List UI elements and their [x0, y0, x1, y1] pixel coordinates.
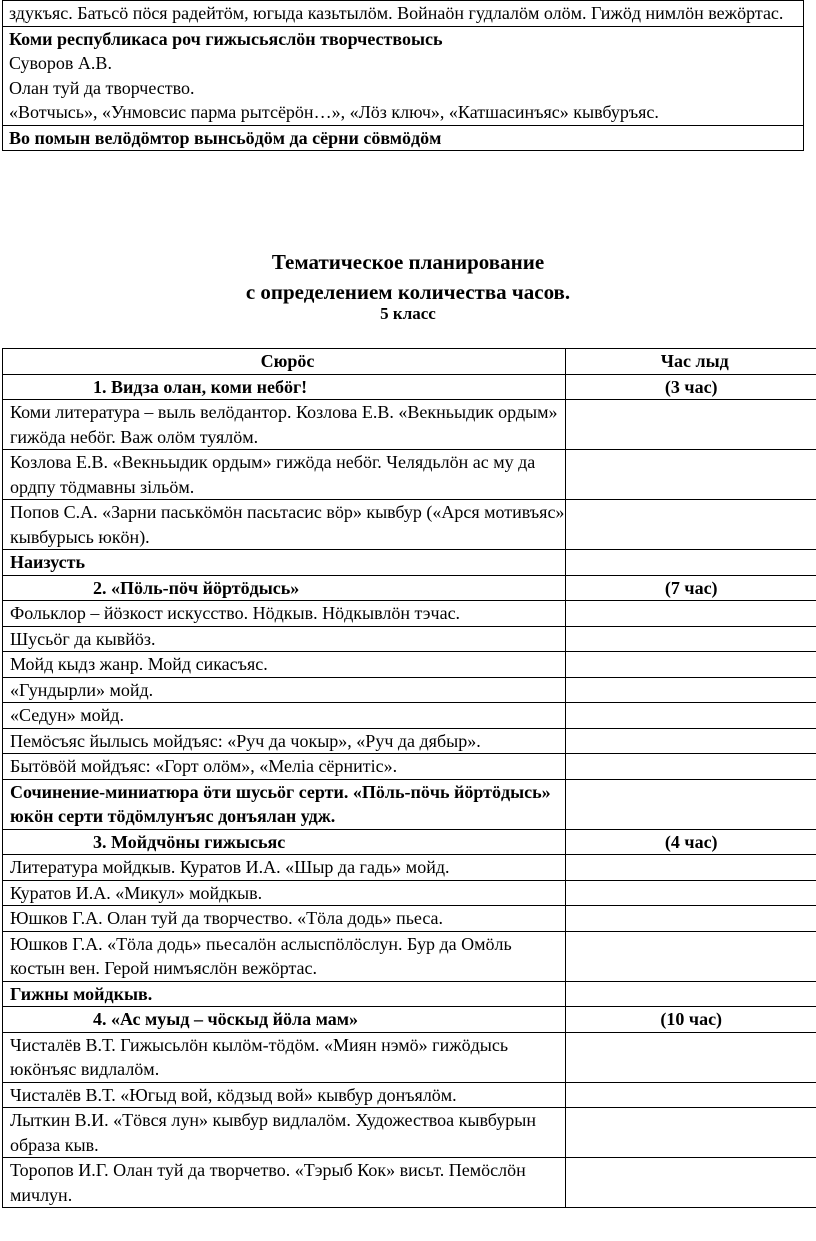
lesson-topic: Юшков Г.А. Олан туй да творчество. «Тöла додь» пьеса.	[3, 906, 566, 932]
lesson-hours-cell	[566, 880, 816, 906]
table-row	[3, 677, 816, 703]
section-hours: (10 час)	[566, 1007, 816, 1033]
lesson-hours-cell	[566, 1108, 816, 1158]
text-line: Олан туй да творчество.	[9, 77, 195, 98]
page-title: Тематическое планирование	[271, 250, 545, 274]
table-row	[3, 550, 816, 576]
lesson-hours-cell	[566, 754, 816, 780]
lesson-topic: Коми литература – выль велöдантор. Козлова Е.В. «Векньыдик ордым» гижöда небöг. Важ олöм туялöм.	[3, 400, 566, 450]
lesson-hours-cell	[566, 855, 816, 881]
lesson-hours-cell	[566, 500, 816, 550]
lesson-hours-cell	[566, 931, 816, 981]
lesson-hours-cell	[566, 1082, 816, 1108]
lesson-hours-cell	[566, 450, 816, 500]
column-header-topic: Сюрöс	[3, 349, 566, 375]
lesson-topic: Лыткин В.И. «Тöвся лун» кывбур видлалöм. Художествоа кывбурын образа кыв.	[3, 1108, 566, 1158]
lesson-hours-cell	[566, 1158, 816, 1208]
lesson-hours-cell	[566, 677, 816, 703]
section-row	[3, 1007, 816, 1033]
lesson-hours-cell	[566, 652, 816, 678]
table-row	[3, 880, 816, 906]
grade-label: 5 класс	[380, 304, 436, 323]
lesson-topic: Козлова Е.В. «Векньыдик ордым» гижöда небöг. Челядьлöн ас му да ордпу тöдмавны зiльöм.	[3, 450, 566, 500]
table-row	[3, 601, 816, 627]
table-row	[3, 906, 816, 932]
section-hours: (7 час)	[566, 575, 816, 601]
table-row	[3, 450, 816, 500]
lesson-hours-cell	[566, 728, 816, 754]
page-subtitle: с определением количества часов.	[245, 280, 571, 304]
top-row-text: здукъяс. Батьсö пöся радейтöм, югыда казьтылöм. Войнаöн гудлалöм олöм. Гижöд нимлöн вежöртас.	[3, 1, 804, 27]
section-row	[3, 575, 816, 601]
table-row	[3, 1108, 816, 1158]
text-line: Суворов А.В.	[9, 53, 112, 73]
lesson-hours-cell	[566, 400, 816, 450]
table-row	[3, 1158, 816, 1208]
section-title: 1. Видза олан, коми небöг!	[3, 374, 566, 400]
lesson-topic: Куратов И.А. «Микул» мойдкыв.	[3, 880, 566, 906]
lesson-topic: Литература мойдкыв. Куратов И.А. «Шыр да гадь» мойд.	[3, 855, 566, 881]
table-row	[3, 1032, 816, 1082]
section-hours: (3 час)	[566, 374, 816, 400]
section-title: Коми республикаса роч гижысьяслöн творчествоысь	[9, 28, 443, 49]
lesson-hours-cell	[566, 626, 816, 652]
lesson-topic: Наизусть	[3, 550, 566, 576]
table-row	[3, 703, 816, 729]
table-row	[3, 754, 816, 780]
lesson-hours-cell	[566, 550, 816, 576]
lesson-topic: Чисталёв В.Т. Гижысьлöн кылöм-тöдöм. «Миян нэмö» гижöдысь юкöнъяс видлалöм.	[3, 1032, 566, 1082]
table-header-row	[3, 349, 816, 375]
section-title: 2. «Пöль-пöч йöртöдысь»	[3, 575, 566, 601]
lesson-topic: Сочинение-миниатюра öти шусьöг серти. «Пöль-пöчь йöртöдысь» юкöн серти тöдöмлунъяс донъялан удж.	[3, 779, 566, 829]
lesson-topic: Фольклор – йöзкост искусство. Нöдкыв. Нöдкывлöн тэчас.	[3, 601, 566, 627]
lesson-topic: Торопов И.Г. Олан туй да творчетво. «Тэрыб Кок» висьт. Пемöслöн мичлун.	[3, 1158, 566, 1208]
lesson-hours-cell	[566, 981, 816, 1007]
lesson-topic: «Седун» мойд.	[3, 703, 566, 729]
table-row	[3, 652, 816, 678]
lesson-topic: Юшков Г.А. «Тöла додь» пьесалöн аслыспöлöслун. Бур да Омöль костын вен. Герой нимъяслöн вежöртас.	[3, 931, 566, 981]
table-row	[3, 1082, 816, 1108]
lesson-hours-cell	[566, 906, 816, 932]
table-row	[3, 500, 816, 550]
table-row	[3, 981, 816, 1007]
lesson-topic: Чисталёв В.Т. «Югыд вой, кöдзыд вой» кывбур донъялöм.	[3, 1082, 566, 1108]
planning-table	[2, 348, 816, 1208]
lesson-topic: Попов С.А. «Зарни паськöмöн пасьтасис вöр» кывбур («Арся мотивъяс» кывбурысь юкöн).	[3, 500, 566, 550]
table-row	[3, 400, 816, 450]
lesson-topic: «Гундырли» мойд.	[3, 677, 566, 703]
top-table	[2, 0, 804, 151]
lesson-hours-cell	[566, 779, 816, 829]
table-row	[3, 728, 816, 754]
lesson-hours-cell	[566, 601, 816, 627]
table-row	[3, 779, 816, 829]
lesson-topic: Пемöсъяс йылысь мойдъяс: «Руч да чокыр», «Руч да дябыр».	[3, 728, 566, 754]
lesson-topic: Шусьöг да кывйöз.	[3, 626, 566, 652]
lesson-hours-cell	[566, 703, 816, 729]
lesson-topic: Мойд кыдз жанр. Мойд сикасъяс.	[3, 652, 566, 678]
table-row	[3, 931, 816, 981]
text-line: «Вотчысь», «Унмовсис парма рытсёрöн…», «Лöз ключ», «Катшасинъяс» кывбуръяс.	[9, 102, 659, 122]
section-title: 4. «Ас муыд – чöскыд йöла мам»	[3, 1007, 566, 1033]
lesson-hours-cell	[566, 1032, 816, 1082]
section-row	[3, 374, 816, 400]
lesson-topic: Бытöвöй мойдъяс: «Горт олöм», «Мелiа сёрнитiс».	[3, 754, 566, 780]
top-row-suvorov	[3, 26, 804, 125]
section-hours: (4 час)	[566, 829, 816, 855]
top-row-final: Во помын велöдöмтор вынсьöдöм да сёрни сöвмöдöм	[3, 125, 804, 151]
table-row	[3, 626, 816, 652]
lesson-topic: Гижны мойдкыв.	[3, 981, 566, 1007]
column-header-hours: Час лыд	[566, 349, 816, 375]
table-row	[3, 855, 816, 881]
section-title: 3. Мойдчöны гижысьяс	[3, 829, 566, 855]
section-row	[3, 829, 816, 855]
